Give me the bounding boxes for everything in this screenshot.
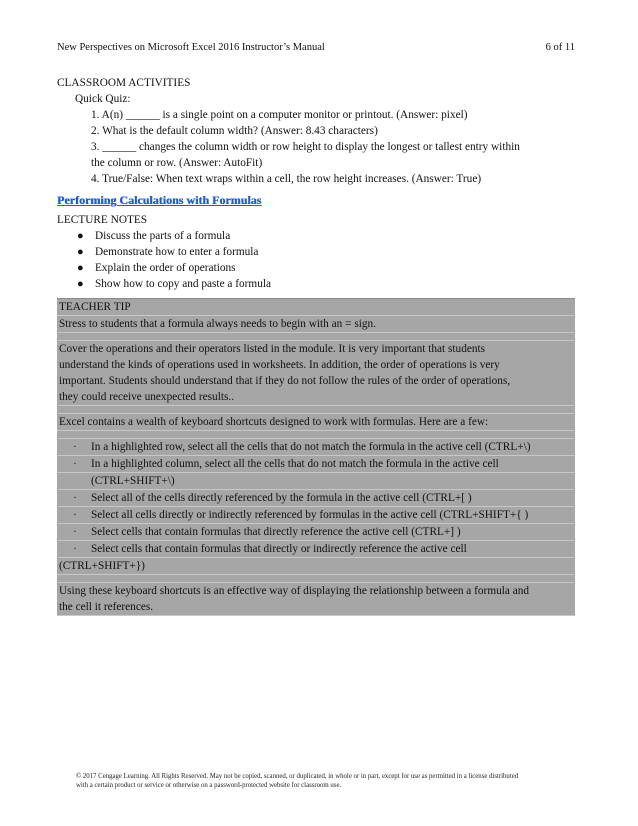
bullet-icon: · <box>73 526 77 538</box>
list-item: ● Demonstrate how to enter a formula <box>77 246 259 258</box>
shortcut-item: · In a highlighted column, select all the cells that do not match the formula in the active cell <box>57 456 575 473</box>
shortcut-item: · Select all of the cells directly referenced by the formula in the active cell (CTRL+[ ) <box>57 490 575 507</box>
quiz-label: Quick Quiz: <box>75 93 131 105</box>
list-item: ● Show how to copy and paste a formula <box>77 278 272 290</box>
tip-spacer <box>57 431 575 439</box>
lecture-notes-label: LECTURE NOTES <box>57 214 148 226</box>
classroom-heading: CLASSROOM ACTIVITIES <box>57 77 191 89</box>
bullet-icon: · <box>73 543 77 555</box>
bullet-icon: ● <box>77 246 84 258</box>
tip-spacer <box>57 575 575 583</box>
lecture-bullets <box>57 228 575 292</box>
header-title: New Perspectives on Microsoft Excel 2016 Instructor’s Manual <box>57 42 325 53</box>
bullet-icon: · <box>73 492 77 504</box>
section-heading: Performing Calculations with Formulas <box>57 193 262 207</box>
quiz-question: the column or row. (Answer: AutoFit) <box>91 157 263 169</box>
quiz-question: 4. True/False: When text wraps within a cell, the row height increases. (Answer: True) <box>91 173 482 185</box>
bullet-icon: ● <box>77 262 84 274</box>
quiz-question: 3. ______ changes the column width or row height to display the longest or tallest entry within <box>91 141 520 153</box>
copyright-line: with a certain product or service or otherwise on a password-protected website for classroom use. <box>76 782 342 789</box>
tip-closing: Using these keyboard shortcuts is an effective way of displaying the relationship between a formula and the cell it references. <box>57 583 575 616</box>
teacher-tip-box <box>57 298 575 616</box>
tip-intro: Excel contains a wealth of keyboard shortcuts designed to work with formulas. Here are a few: <box>57 414 575 431</box>
tip-title: TEACHER TIP <box>57 299 575 316</box>
page-number: 6 of 11 <box>545 42 575 53</box>
shortcut-item: · Select cells that contain formulas that directly or indirectly reference the active cell <box>57 541 575 558</box>
bullet-icon: · <box>73 458 77 470</box>
list-item: ● Discuss the parts of a formula <box>77 230 231 242</box>
page-content <box>57 75 575 616</box>
tip-spacer <box>57 333 575 341</box>
shortcut-item: · Select cells that contain formulas that directly reference the active cell (CTRL+] ) <box>57 524 575 541</box>
quiz-question: 2. What is the default column width? (Answer: 8.43 characters) <box>91 125 378 137</box>
tip-spacer <box>57 406 575 414</box>
quiz-question: 1. A(n) ______ is a single point on a computer monitor or printout. (Answer: pixel) <box>91 109 468 121</box>
bullet-icon: · <box>73 509 77 521</box>
copyright-footer <box>76 772 568 790</box>
tip-paragraph: Cover the operations and their operators listed in the module. It is very important that students understand the kinds of operations used in worksheets. In addition, the order of operations is very important. Students should understand that if they do not follow the rules of the order of operations, they could receive unexpected results.. <box>57 341 575 406</box>
bullet-icon: · <box>73 441 77 453</box>
list-item: ● Explain the order of operations <box>77 262 236 274</box>
bullet-icon: ● <box>77 230 84 242</box>
page-header <box>57 41 575 55</box>
shortcut-item-continued: (CTRL+SHIFT+}) <box>57 558 575 575</box>
tip-line: Stress to students that a formula always needs to begin with an = sign. <box>57 316 575 333</box>
copyright-line: © 2017 Cengage Learning. All Rights Reserved. May not be copied, scanned, or duplicated, in whole or in part, except for use as permitted in a license distributed <box>76 773 519 780</box>
shortcut-item-continued: (CTRL+SHIFT+\) <box>57 473 575 490</box>
shortcut-item: · In a highlighted row, select all the cells that do not match the formula in the active cell (CTRL+\) <box>57 439 575 456</box>
shortcut-item: · Select all cells directly or indirectly referenced by formulas in the active cell (CTRL+SHIFT+{ ) <box>57 507 575 524</box>
bullet-icon: ● <box>77 278 84 290</box>
